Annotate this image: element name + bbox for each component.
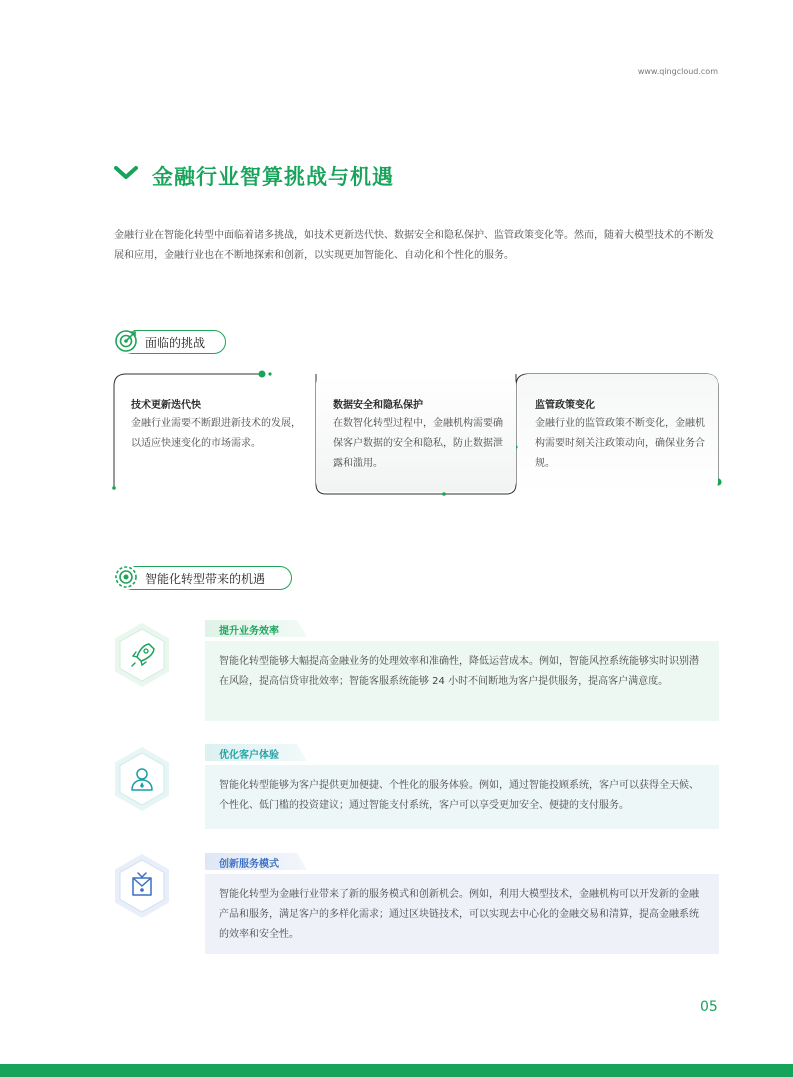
challenge-desc: 金融行业的监管政策不断变化，金融机构需要时刻关注政策动向，确保业务合规。 (535, 418, 705, 469)
opportunity-card (205, 874, 719, 954)
website-url: www.qingcloud.com (637, 67, 718, 76)
opportunity-title: 创新服务模式 (219, 859, 279, 870)
challenge-item (333, 396, 505, 474)
opportunity-desc: 智能化转型为金融行业带来了新的服务模式和创新机会。例如，利用大模型技术，金融机构可以开发新的金融产品和服务，满足客户的多样化需求；通过区块链技术，可以实现去中心化的金融交易和清算，提高金融系统的效率和安全性。 (219, 889, 699, 940)
challenge-title: 数据安全和隐私保护 (333, 400, 423, 411)
challenges-label: 面临的挑战 (145, 336, 206, 350)
page-title: 金融行业智算挑战与机遇 (152, 165, 394, 189)
opportunities-heading (114, 566, 292, 590)
customer-icon (113, 746, 171, 812)
opportunity-tag (205, 853, 307, 870)
challenge-item (131, 396, 306, 454)
challenge-title: 技术更新迭代快 (131, 400, 201, 411)
opportunity-desc: 智能化转型能够为客户提供更加便捷、个性化的服务体验。例如，通过智能投顾系统，客户可以获得全天候、个性化、低门槛的投资建议；通过智能支付系统，客户可以享受更加安全、便捷的支付服务。 (219, 780, 699, 811)
challenge-desc: 在数智化转型过程中，金融机构需要确保客户数据的安全和隐私，防止数据泄露和滥用。 (333, 418, 503, 469)
opportunity-desc: 智能化转型能够大幅提高金融业务的处理效率和准确性，降低运营成本。例如，智能风控系统能够实时识别潜在风险，提高信贷审批效率；智能客服系统能够 24 小时不间断地为客户提供服务，提高客户满意度。 (219, 656, 699, 687)
challenges-heading (114, 330, 226, 354)
chevron-down-icon (114, 165, 138, 181)
opportunity-card (205, 641, 719, 721)
challenge-desc: 金融行业需要不断跟进新技术的发展，以适应快速变化的市场需求。 (131, 418, 301, 449)
footer-bar (0, 1064, 793, 1077)
bullseye-icon (113, 564, 139, 590)
opportunity-tag (205, 744, 307, 761)
rocket-icon (113, 622, 171, 688)
opportunities-label: 智能化转型带来的机遇 (145, 572, 266, 586)
target-icon (113, 328, 139, 354)
opportunity-card (205, 765, 719, 829)
opportunity-title: 优化客户体验 (219, 750, 279, 761)
opportunity-title: 提升业务效率 (219, 626, 279, 637)
service-icon (113, 853, 171, 919)
challenge-title: 监管政策变化 (535, 400, 595, 411)
opportunity-tag (205, 620, 307, 637)
challenge-item (535, 396, 707, 474)
page-number: 05 (700, 999, 718, 1015)
intro-paragraph: 金融行业在智能化转型中面临着诸多挑战，如技术更新迭代快、数据安全和隐私保护、监管政策变化等。然而，随着大模型技术的不断发展和应用，金融行业也在不断地探索和创新，以实现更加智能化、自动化和个性化的服务。 (114, 230, 714, 261)
